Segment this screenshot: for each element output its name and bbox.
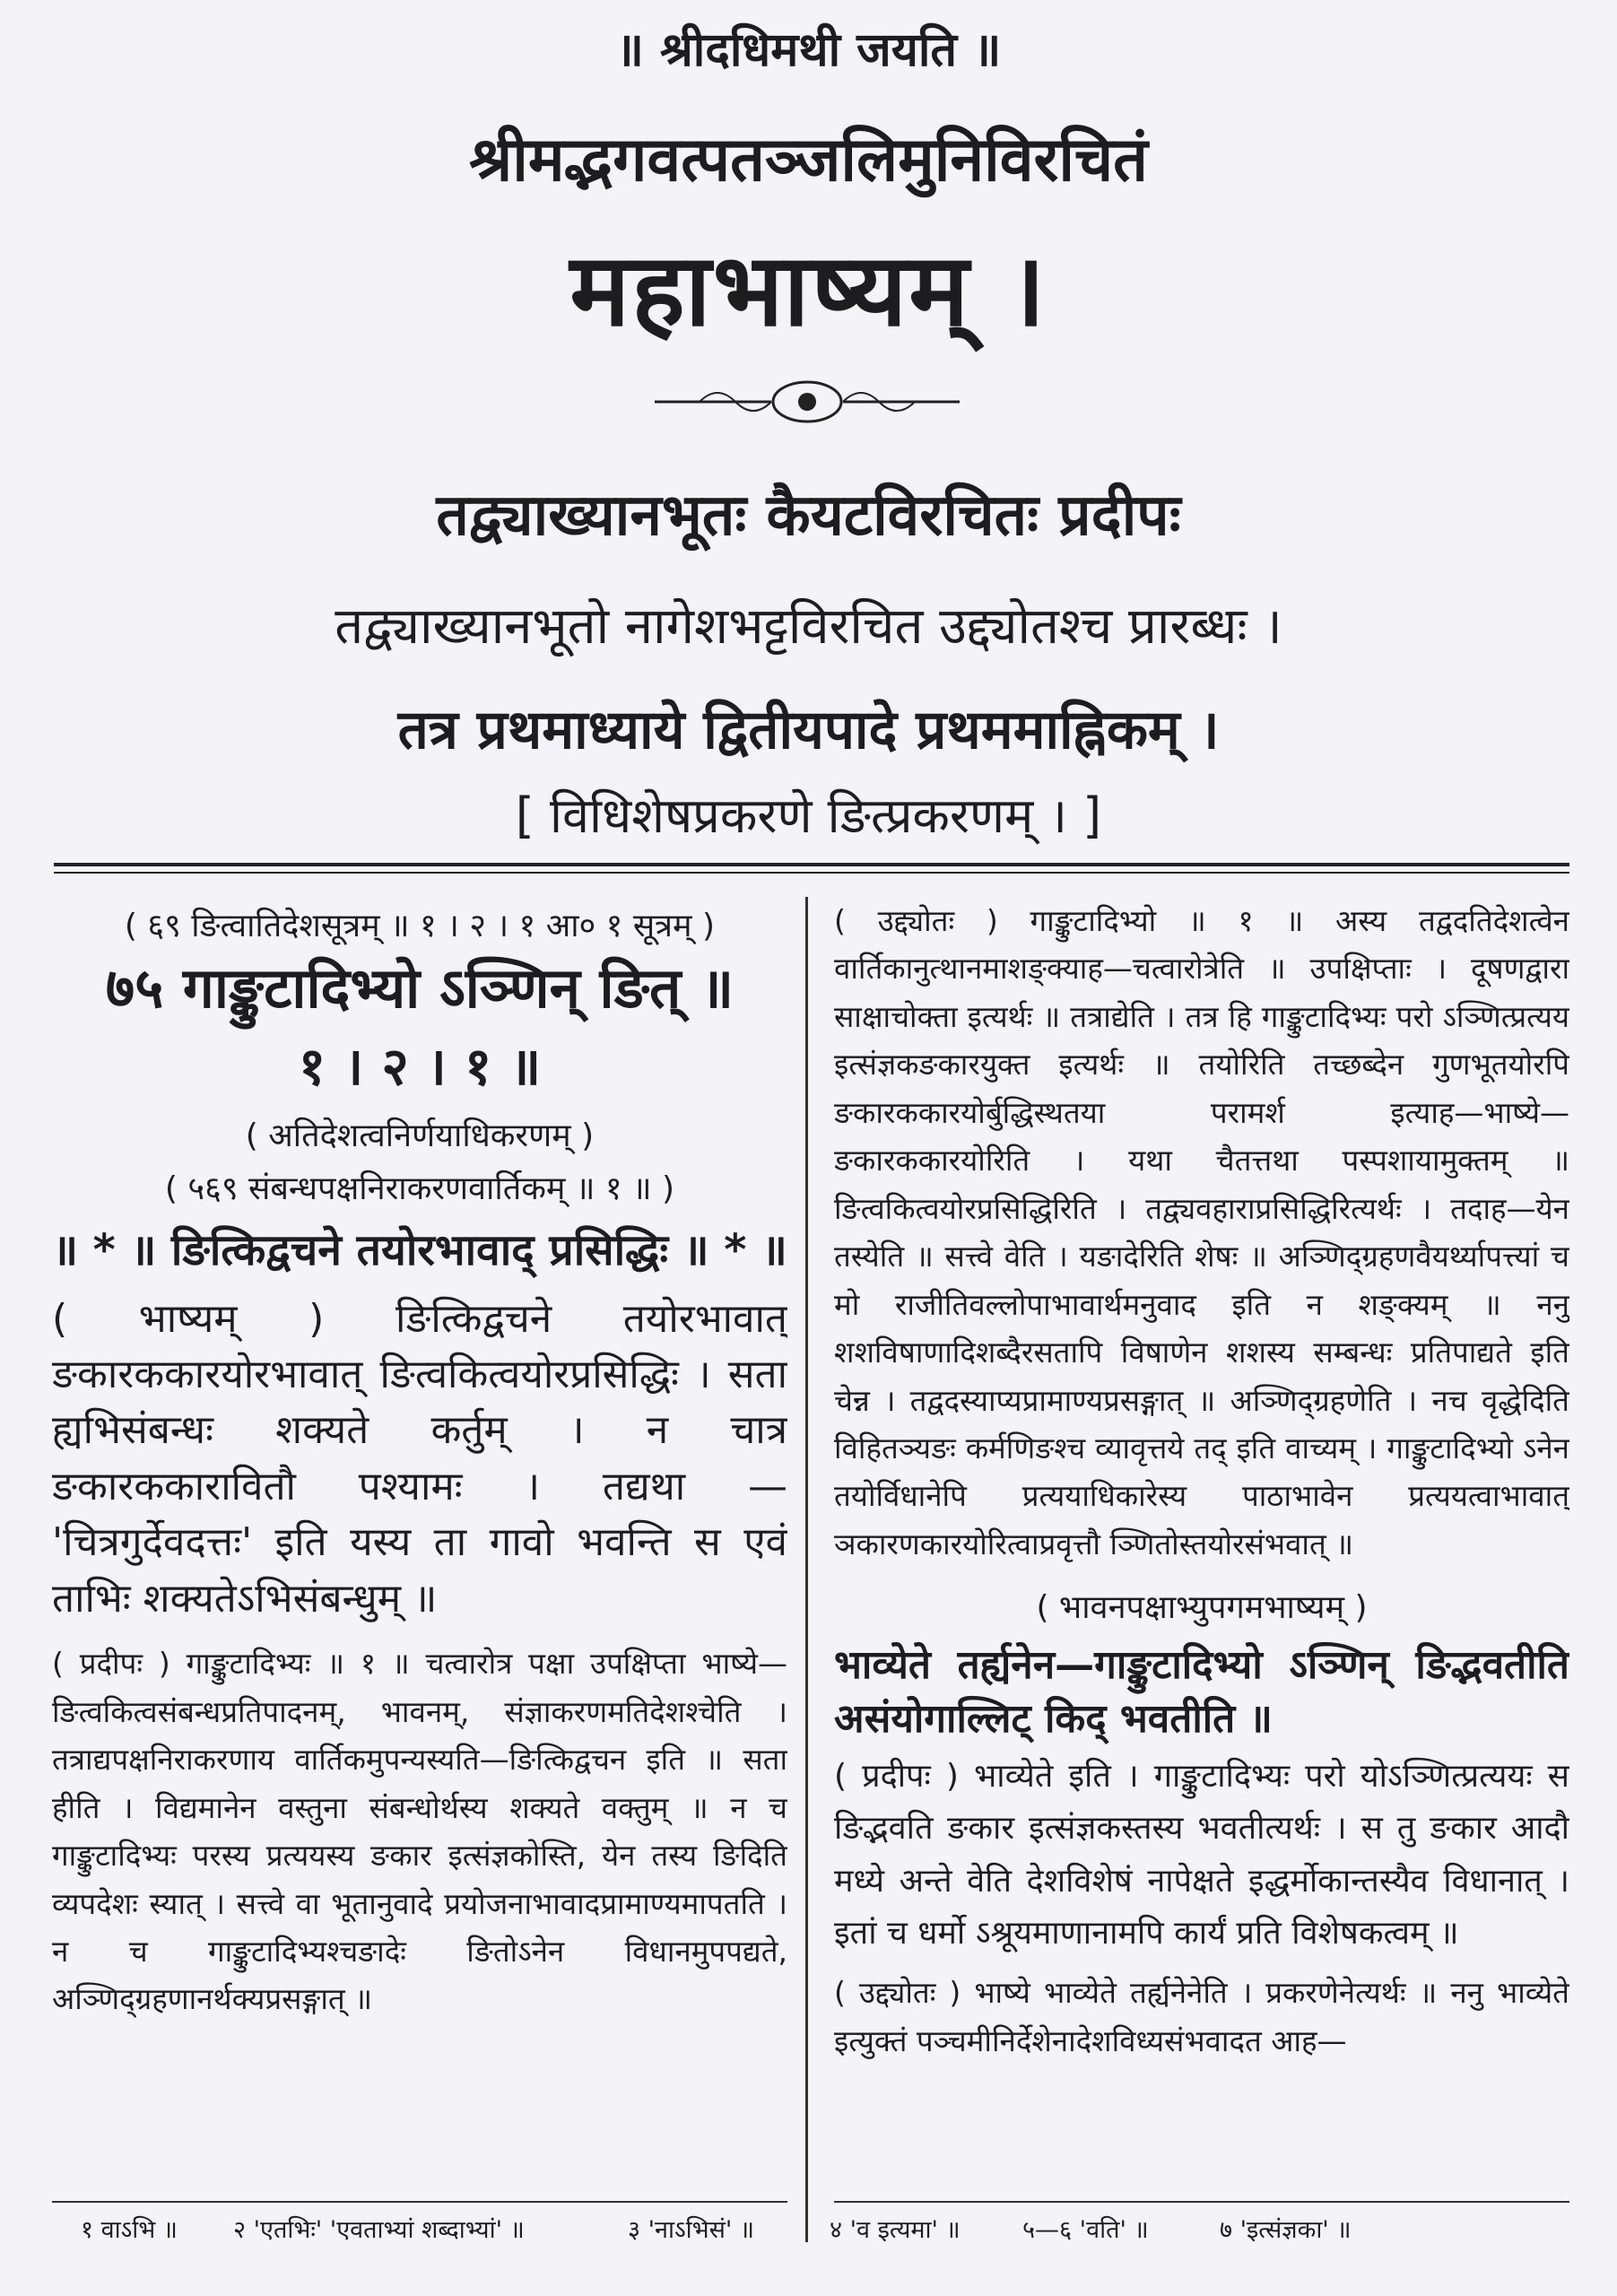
udyota-text: गाङ्कुटादिभ्यो ॥ १ ॥ अस्य तद्वदतिदेशत्वेन वार्तिकानुत्थानमाशङ्क्याह—चत्वारोत्रेति ॥ उपक्षिप्ताः । दूषणद्वारा साक्षाचोक्ता इत्यर्थः ॥ तत्राद्येति । तत्र हि गाङ्कुटादिभ्यः परो ऽञ्णित्प्रत्यय इत्संज्ञकङकारयुक्त इत्यर्थः ॥ तयोरिति तच्छब्देन गुणभूतयोरपि ङकारककारयोर्बुद्धिस्थतया परामर्श इत्याह—भाष्ये—ङकारककारयोरिति । यथा चैतत्तथा पस्पशायामुक्तम् ॥ ङित्वकित्वयोरप्रसिद्धिरिति । तद्व्यवहाराप्रसिद्धिरित्यर्थः । तदाह—येन तस्येति ॥ सत्त्वे वेति । यङादेरिति शेषः ॥ अञ्णिद्ग्रहणवैयर्थ्यापत्त्यां च मो राजीतिवल्लोपाभावार्थमनुवाद इति न शङ्क्यम् ॥ ननु शशविषाणादिशब्दैरसतापि विषाणेन शशस्य सम्बन्धः प्रतिपाद्यते इति चेन्न । तद्वदस्याप्यप्रामाण्यप्रसङ्गात् ॥ अञ्णिद्ग्रहणेति । नच वृद्धेदिति विहितञ्यङः कर्मणिङश्च व्यावृत्तये तद् इति वाच्यम् । गाङ्कुटादिभ्यो ऽनेन तयोर्विधानेपि प्रत्ययाधिकारेस्य पाठाभावेन प्रत्ययत्वाभावात् ञकारणकारयोरित्वाप्रवृत्तौ ञ्णितोस्तयोरसंभवात् ॥ bbox=[834, 903, 1569, 1561]
udyota2-text: भाष्ये भाव्येते तर्ह्यनेनेति । प्रकरणेनेत्यर्थः ॥ ननु भाव्येते इत्युक्तं पञ्चमीनिर्देशेनादेशविध्यसंभवादत आह— bbox=[834, 1975, 1569, 2058]
subtitle-ahnika: तत्र प्रथमाध्याये द्वितीयपादे प्रथममाह्निकम् । bbox=[397, 699, 1220, 761]
sutra-number: १ । २ । १ ॥ bbox=[298, 1035, 542, 1097]
adhikarana-heading: ( अतिदेशत्वनिर्णयाधिकरणम् ) bbox=[245, 1117, 595, 1154]
udyota2-paragraph bbox=[834, 1969, 1569, 2065]
subtitle-pradipa: तद्व्याख्यानभूतः कैयटविरचितः प्रदीपः bbox=[436, 483, 1181, 549]
column-divider bbox=[805, 897, 808, 2242]
footnote-5: ५—६ 'वति' ॥ bbox=[1022, 2216, 1149, 2244]
bhashya-label: ( भाष्यम् ) bbox=[52, 1295, 325, 1342]
footnote-rule-left bbox=[52, 2201, 787, 2203]
pradipa-text: गाङ्कुटादिभ्यः ॥ १ ॥ चत्वारोत्र पक्षा उपक्षिप्ता भाष्ये—ङित्वकित्वसंबन्धप्रतिपादनम्, भावनम्, संज्ञाकरणमतिदेशश्चेति । तत्राद्यपक्षनिराकरणाय वार्तिकमुपन्यस्यति—ङित्किद्वचन इति ॥ सता हीति । विद्यमानेन वस्तुना संबन्धोर्थस्य शक्यते वक्तुम् ॥ न च गाङ्कुटादिभ्यः परस्य प्रत्ययस्य ङकार इत्संज्ञकोस्ति, येन तस्य ङिदिति व्यपदेशः स्यात् । सत्त्वे वा भूतानुवादे प्रयोजनाभावादप्रामाण्यमापतति । न च गाङ्कुटादिभ्यश्चङादेः ङितोऽनेन विधानमुपपद्यते, अञ्णिद्ग्रहणानर्थक्यप्रसङ्गात् ॥ bbox=[52, 1646, 787, 2017]
invocation-line: ॥ श्रीदधिमथी जयति ॥ bbox=[615, 23, 1002, 77]
footnote-4: ४ 'व इत्यमा' ॥ bbox=[830, 2216, 961, 2244]
pradipa2-paragraph bbox=[834, 1751, 1569, 1960]
pradipa-paragraph bbox=[52, 1639, 787, 2023]
footnote-2: २ 'एतभिः' 'एवताभ्यां शब्दाभ्यां' ॥ bbox=[233, 2216, 525, 2244]
subtitle-udyota: तद्व्याख्यानभूतो नागेशभट्टविरचित उद्द्योतश्च प्रारब्धः । bbox=[335, 597, 1282, 656]
footnote-6: ७ 'इत्संज्ञका' ॥ bbox=[1220, 2216, 1352, 2244]
bhashya-paragraph bbox=[52, 1292, 787, 1628]
footnote-3: ३ 'नाऽभिसं' ॥ bbox=[628, 2216, 755, 2244]
header-rule bbox=[54, 863, 1569, 866]
udyota-paragraph bbox=[834, 897, 1569, 1568]
footnote-1: १ वाऽभि ॥ bbox=[81, 2216, 178, 2244]
sutra-reference: ( ६९ ङित्वातिदेशसूत्रम् ॥ १ । २ । १ आ० १ सूत्रम् ) bbox=[124, 908, 716, 944]
pradipa2-text: भाव्येते इति । गाङ्कुटादिभ्यः परो योऽञ्णित्प्रत्ययः स ङिद्भवति ङकार इत्संज्ञकस्तस्य भवतीत्यर्थः । स तु ङकार आदौ मध्ये अन्ते वेति देशविशेषं नापेक्षते इद्धर्मोकान्तस्यैव विधानात् । इतां च धर्मो ऽश्रूयमाणानामपि कार्यं प्रति विशेषकत्वम् ॥ bbox=[834, 1758, 1569, 1952]
pradipa2-label: ( प्रदीपः ) bbox=[834, 1758, 959, 1796]
section-heading: [ विधिशेषप्रकरणे ङित्प्रकरणम् । ] bbox=[515, 787, 1102, 844]
sutra-title: ७५ गाङ्कुटादिभ्यो ऽञ्णिन् ङित् ॥ bbox=[105, 955, 735, 1021]
header-rule-thin bbox=[54, 872, 1569, 874]
ornament-divider bbox=[646, 375, 969, 429]
udyota2-label: ( उद्द्योतः ) bbox=[834, 1975, 961, 2011]
bhashya-text: ङित्किद्वचने तयोरभावात् ङकारककारयोरभावात् ङित्वकित्वयोरप्रसिद्धिः । सता ह्यभिसंबन्धः शक्यते कर्तुम् । न चात्र ङकारककारावितौ पश्यामः । तद्यथा — 'चित्रगुर्देवदत्तः' इति यस्य ता गावो भवन्ति स एवं ताभिः शक्यतेऽभिसंबन्धुम् ॥ bbox=[52, 1295, 787, 1622]
bhavana-heading: ( भावनपक्षाभ्युपगमभाष्यम् ) bbox=[1036, 1589, 1368, 1627]
udyota-label: ( उद्द्योतः ) bbox=[834, 903, 998, 938]
left-column bbox=[52, 897, 787, 2188]
footnote-rule-right bbox=[834, 2201, 1569, 2203]
page-title: महाभाष्यम् । bbox=[569, 232, 1048, 349]
pradipa-label: ( प्रदीपः ) bbox=[52, 1646, 170, 1682]
right-column bbox=[834, 897, 1569, 2188]
varttika-reference: ( ५६९ संबन्धपक्षनिराकरणवार्तिकम् ॥ १ ॥ ) bbox=[164, 1170, 675, 1207]
bhavana-bhashya: भाव्येते तर्ह्यनेन—गाङ्कुटादिभ्यो ऽञ्णिन् ङिद्भवतीति असंयोगाल्लिट् किद् भवतीति ॥ bbox=[834, 1642, 1569, 1742]
varttika-text: ॥ * ॥ ङित्किद्वचने तयोरभावाद् प्रसिद्धिः ॥ * ॥ bbox=[52, 1224, 787, 1275]
author-line: श्रीमद्भगवत्पतञ्जलिमुनिविरचितं bbox=[469, 125, 1148, 196]
